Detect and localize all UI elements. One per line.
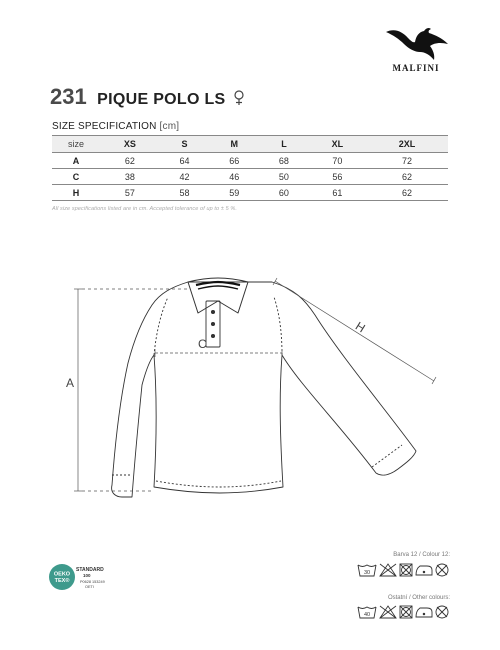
no-bleach-icon (380, 606, 396, 618)
header-size-label: size (67, 139, 84, 149)
header-size: XL (331, 139, 344, 149)
polo-collar (188, 278, 248, 313)
table-cell: 59 (209, 185, 259, 201)
iron-low-icon (416, 566, 432, 575)
iron-low-icon (416, 608, 432, 617)
no-bleach-icon (380, 564, 396, 576)
oeko-standard: STANDARD (76, 567, 104, 573)
table-cell: 72 (366, 153, 448, 169)
tolerance-note: All size specifications listed are in cm. Accepted tolerance of up to ± 5 %. (52, 206, 237, 212)
size-table (52, 135, 448, 201)
spec-heading (52, 121, 179, 132)
oeko-tex-badge-icon (48, 563, 76, 591)
row-label: H (52, 185, 100, 201)
table-cell: 60 (259, 185, 309, 201)
care-symbols-colour-12 (357, 562, 449, 578)
table-cell: 58 (160, 185, 210, 201)
label-a: A (66, 376, 75, 390)
page-title (50, 84, 244, 110)
table-cell: 57 (100, 185, 160, 201)
collar-stripe (196, 282, 240, 285)
oeko-certificate-code: P0628 153249 (80, 580, 105, 584)
table-row (52, 153, 448, 169)
table-cell: 50 (259, 169, 309, 185)
spec-unit: [cm] (159, 121, 180, 132)
eagle-icon (382, 22, 452, 66)
table-cell: 66 (209, 153, 259, 169)
no-dry-clean-icon (436, 564, 448, 576)
oeko-institute: OETI (85, 585, 94, 589)
header-size: XS (123, 139, 136, 149)
brand-name: MALFINI (392, 63, 440, 73)
table-cell: 70 (309, 153, 366, 169)
no-dry-clean-icon (436, 606, 448, 618)
wash-temp: 30 (363, 570, 371, 576)
table-cell: 61 (309, 185, 366, 201)
table-row (52, 185, 448, 201)
wash-temp: 40 (363, 612, 371, 618)
other-colours-label: Ostatní / Other colours: (387, 595, 450, 601)
spec-heading-text: SIZE SPECIFICATION (52, 121, 157, 132)
female-symbol-icon (234, 90, 244, 106)
product-code: 231 (50, 84, 87, 109)
table-cell: 38 (100, 169, 160, 185)
oeko-badge-top: OEKO (53, 571, 71, 578)
care-symbols-other-colours (357, 604, 449, 620)
table-cell: 42 (160, 169, 210, 185)
collar-stripe (198, 286, 238, 289)
table-cell: 46 (209, 169, 259, 185)
label-c: C (198, 337, 207, 351)
polo-body-outline (112, 282, 416, 497)
header-size: M (230, 139, 238, 149)
colour-12-label: Barva 12 / Colour 12: (393, 552, 450, 558)
oeko-standard-number: 100 (83, 573, 91, 578)
table-header-row (52, 136, 448, 153)
table-cell: 62 (366, 185, 448, 201)
header-size: L (281, 139, 287, 149)
right-cuff-seam (372, 445, 402, 467)
button-icon (211, 322, 214, 325)
row-label: A (52, 153, 100, 169)
button-icon (211, 334, 214, 337)
armhole-seam (274, 297, 282, 355)
product-name: PIQUE POLO LS (97, 91, 226, 108)
no-tumble-dry-icon (400, 606, 412, 618)
header-size: S (181, 139, 188, 149)
table-cell: 68 (259, 153, 309, 169)
label-h: H (352, 318, 368, 336)
table-cell: 64 (160, 153, 210, 169)
hem-stitch (156, 481, 281, 487)
row-label: C (52, 169, 100, 185)
header-size: 2XL (398, 139, 416, 149)
table-row (52, 169, 448, 185)
table-cell: 62 (366, 169, 448, 185)
oeko-badge-bottom: TEX® (54, 578, 70, 584)
no-tumble-dry-icon (400, 564, 412, 576)
button-icon (211, 310, 214, 313)
garment-diagram (60, 275, 450, 505)
armhole-seam (154, 297, 168, 355)
table-cell: 56 (309, 169, 366, 185)
table-cell: 62 (100, 153, 160, 169)
